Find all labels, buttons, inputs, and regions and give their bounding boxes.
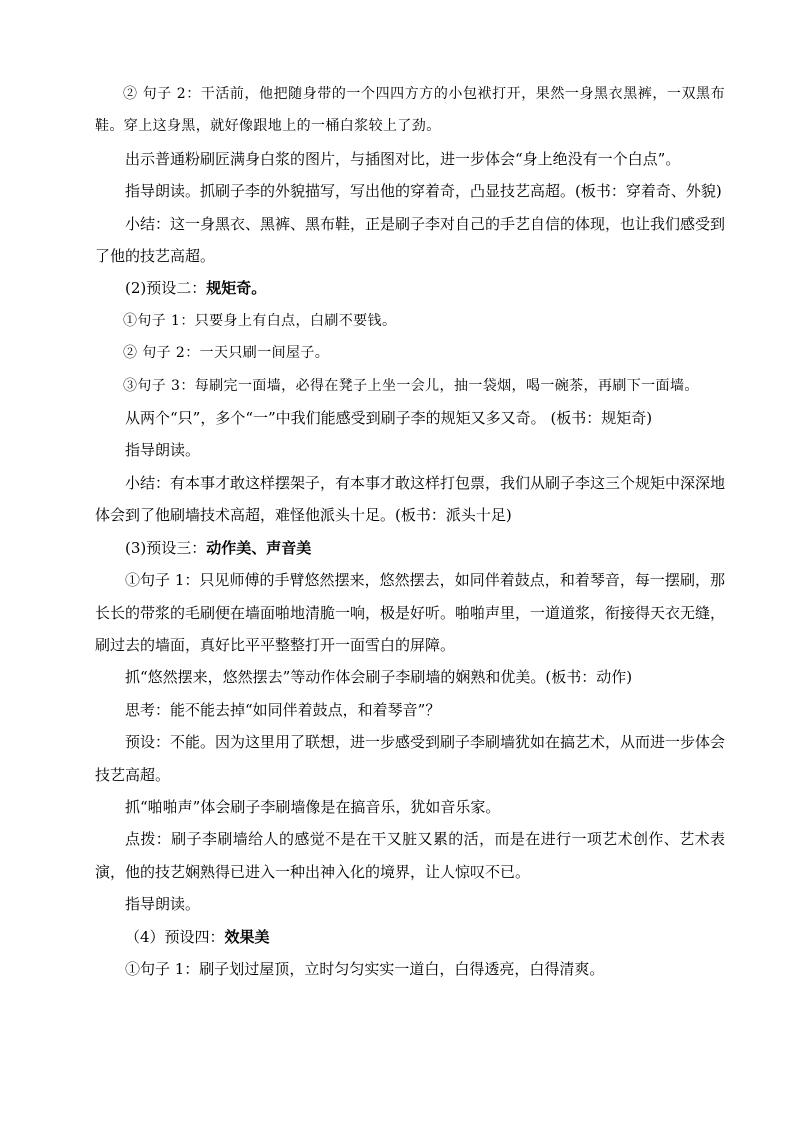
section-heading-bold: 动作美、声音美 [206, 538, 312, 557]
motion-sentence-1: ①句子 1：只见师傅的手臂悠然摆来，悠然摆去，如同伴着鼓点，和着琴音，每一摆刷，那长长的带浆的毛刷便在墙面啪地清脆一响，极是好听。啪啪声里，一道道浆，衔接得天衣无缝，刷过去的墙面，真好比平平整整打开一面雪白的屏障。 [95, 571, 726, 654]
section-heading-bold: 规矩奇。 [206, 279, 267, 298]
reading-guidance: 指导朗读。 [125, 441, 201, 460]
teacher-guidance-paragraph: 点拨：刷子李刷墙给人的感觉不是在干又脏又累的活，而是在进行一项艺术创作、艺术表演，他的技艺娴熟得已进入一种出神入化的境界，让人惊叹不已。 [95, 830, 725, 881]
section-heading-prefix: （4）预设四： [125, 927, 225, 946]
sound-analysis-paragraph: 抓“啪啪声”体会刷子李刷墙像是在搞音乐，犹如音乐家。 [125, 797, 501, 816]
summary-rules: 小结：有本事才敢这样摆架子，有本事才敢这样打包票，我们从刷子李这三个规矩中深深地体会到了他刷墙技术高超，难怪他派头十足。(板书：派头十足) [95, 473, 726, 525]
motion-analysis-paragraph: 抓“悠然摆来，悠然摆去”等动作体会刷子李刷墙的娴熟和优美。(板书：动作) [125, 668, 633, 687]
rules-analysis-paragraph: 从两个“只”，多个“一”中我们能感受到刷子李的规矩又多又奇。 (板书：规矩奇) [125, 409, 653, 428]
document-body [95, 78, 725, 985]
reading-guidance: 指导朗读。 [125, 895, 201, 914]
section-heading-motion-sound [95, 532, 725, 564]
rule-sentence-1: ①句子 1：只要身上有白点，白刷不要钱。 [123, 312, 397, 329]
section-heading-prefix: (2)预设二： [125, 279, 207, 298]
preset-answer: 预设：不能。因为这里用了联想，进一步感受到刷子李刷墙犹如在搞艺术，从而进一步体会技艺高超。 [95, 733, 726, 784]
section-heading-effect [95, 921, 725, 953]
section-heading-rules [95, 272, 725, 304]
picture-comparison-paragraph: 出示普通粉刷匠满身白浆的图片，与插图对比，进一步体会“身上绝没有一个白点”。 [125, 149, 681, 168]
rule-sentence-3: ③句子 3：每刷完一面墙，必得在凳子上坐一会儿，抽一袋烟，喝一碗茶，再刷下一面墙。 [123, 377, 699, 394]
thinking-question: 思考：能不能去掉“如同伴着鼓点，和着琴音”？ [125, 700, 441, 719]
summary-black-clothes: 小结：这一身黑衣、黑裤、黑布鞋，正是刷子李对自己的手艺自信的体现，也让我们感受到了他的技艺高超。 [95, 214, 726, 266]
reading-guidance-appearance: 指导朗读。抓刷子李的外貌描写，写出他的穿着奇，凸显技艺高超。(板书：穿着奇、外貌) [125, 182, 722, 201]
sentence-2-clothing: ② 句子 2：干活前，他把随身带的一个四四方方的小包袱打开，果然一身黑衣黑裤，一双黑布鞋。穿上这身黑，就好像跟地上的一桶白浆较上了劲。 [95, 86, 725, 135]
section-heading-bold: 效果美 [224, 927, 270, 946]
rule-sentence-2: ② 句子 2：一天只刷一间屋子。 [123, 345, 330, 362]
section-heading-prefix: (3)预设三： [125, 538, 207, 557]
effect-sentence-1: ①句子 1：刷子划过屋顶，立时匀匀实实一道白，白得透亮，白得清爽。 [125, 959, 605, 978]
